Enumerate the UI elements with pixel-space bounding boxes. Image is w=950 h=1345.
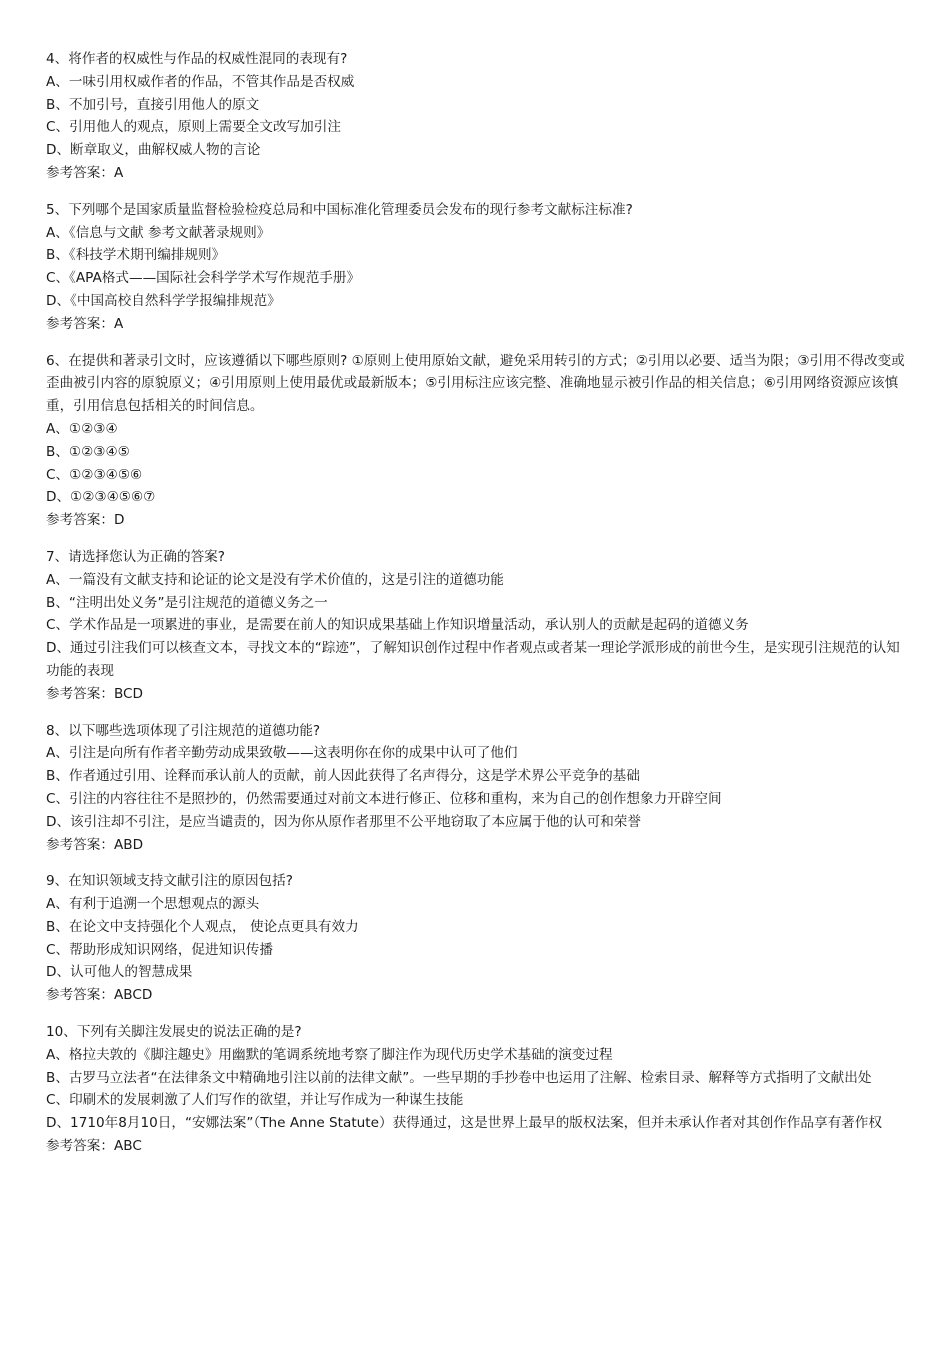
question-stem: 10、下列有关脚注发展史的说法正确的是?: [46, 1024, 302, 1041]
question-block: [46, 870, 912, 1007]
answer-option: B、不加引号，直接引用他人的原文: [46, 96, 260, 113]
reference-answer: 参考答案：A: [46, 315, 124, 332]
question-block: [46, 48, 912, 185]
answer-option: D、《中国高校自然科学学报编排规范》: [46, 292, 281, 309]
question-stem: 7、请选择您认为正确的答案?: [46, 548, 225, 565]
answer-option: C、学术作品是一项累进的事业，是需要在前人的知识成果基础上作知识增量活动，承认别人的贡献是起码的道德义务: [46, 617, 749, 634]
reference-answer: 参考答案：ABCD: [46, 987, 153, 1004]
answer-option: D、该引注却不引注，是应当谴责的，因为你从原作者那里不公平地窃取了本应属于他的认可和荣誉: [46, 813, 641, 830]
question-block: [46, 720, 912, 857]
reference-answer: 参考答案：D: [46, 512, 125, 529]
answer-option: C、《APA格式——国际社会科学学术写作规范手册》: [46, 270, 361, 287]
answer-option: D、1710年8月10日，“安娜法案”（The Anne Statute）获得通过，这是世界上最早的版权法案，但并未承认作者对其创作作品享有著作权: [46, 1115, 882, 1132]
question-block: [46, 199, 912, 336]
answer-option: A、《信息与文献 参考文献著录规则》: [46, 224, 271, 241]
answer-option: B、作者通过引用、诠释而承认前人的贡献，前人因此获得了名声得分，这是学术界公平竞争的基础: [46, 768, 640, 785]
question-block: [46, 546, 912, 706]
answer-option: C、印刷术的发展刺激了人们写作的欲望，并让写作成为一种谋生技能: [46, 1092, 464, 1109]
answer-option: C、引用他人的观点，原则上需要全文改写加引注: [46, 119, 341, 136]
document-body: [46, 48, 912, 1172]
answer-option: A、有利于追溯一个思想观点的源头: [46, 896, 260, 913]
answer-option: C、①②③④⑤⑥: [46, 466, 143, 483]
reference-answer: 参考答案：ABD: [46, 836, 144, 853]
question-stem: 8、以下哪些选项体现了引注规范的道德功能?: [46, 722, 321, 739]
answer-option: D、①②③④⑤⑥⑦: [46, 489, 156, 506]
reference-answer: 参考答案：ABC: [46, 1138, 142, 1155]
answer-option: A、一篇没有文献支持和论证的论文是没有学术价值的，这是引注的道德功能: [46, 571, 504, 588]
question-stem: 6、在提供和著录引文时，应该遵循以下哪些原则? ①原则上使用原始文献，避免采用转引的方式；②引用以必要、适当为限；③引用不得改变或歪曲被引内容的原貌原义；④引用原则上使用最优或最新版本；⑤引用标注应该完整、准确地显示被引作品的相关信息；⑥引用网络资源应该慎重，引用信息包括相关的时间信息。: [46, 352, 905, 415]
answer-option: D、通过引注我们可以核查文本，寻找文本的“踪迹”，了解知识创作过程中作者观点或者某一理论学派形成的前世今生，是实现引注规范的认知功能的表现: [46, 640, 900, 679]
question-stem: 9、在知识领域支持文献引注的原因包括?: [46, 873, 293, 890]
answer-option: B、“注明出处义务”是引注规范的道德义务之一: [46, 594, 328, 611]
answer-option: B、①②③④⑤: [46, 443, 130, 460]
answer-option: A、格拉夫敦的《脚注趣史》用幽默的笔调系统地考察了脚注作为现代历史学术基础的演变过程: [46, 1046, 613, 1063]
answer-option: C、引注的内容往往不是照抄的，仍然需要通过对前文本进行修正、位移和重构，来为自己的创作想象力开辟空间: [46, 790, 722, 807]
answer-option: B、《科技学术期刊编排规则》: [46, 247, 226, 264]
answer-option: A、一味引用权威作者的作品，不管其作品是否权威: [46, 73, 355, 90]
answer-option: B、在论文中支持强化个人观点， 使论点更具有效力: [46, 918, 359, 935]
answer-option: C、帮助形成知识网络，促进知识传播: [46, 941, 273, 958]
reference-answer: 参考答案：BCD: [46, 685, 144, 702]
question-block: [46, 1021, 912, 1158]
question-stem: 5、下列哪个是国家质量监督检验检疫总局和中国标准化管理委员会发布的现行参考文献标注标准?: [46, 201, 633, 218]
answer-option: B、古罗马立法者“在法律条文中精确地引注以前的法律文献”。一些早期的手抄卷中也运用了注解、检索目录、解释等方式指明了文献出处: [46, 1069, 872, 1086]
question-block: [46, 350, 912, 532]
answer-option: D、认可他人的智慧成果: [46, 964, 193, 981]
reference-answer: 参考答案：A: [46, 164, 124, 181]
answer-option: A、引注是向所有作者辛勤劳动成果致敬——这表明你在你的成果中认可了他们: [46, 745, 518, 762]
answer-option: A、①②③④: [46, 420, 118, 437]
answer-option: D、断章取义，曲解权威人物的言论: [46, 142, 261, 159]
question-stem: 4、将作者的权威性与作品的权威性混同的表现有?: [46, 51, 348, 67]
